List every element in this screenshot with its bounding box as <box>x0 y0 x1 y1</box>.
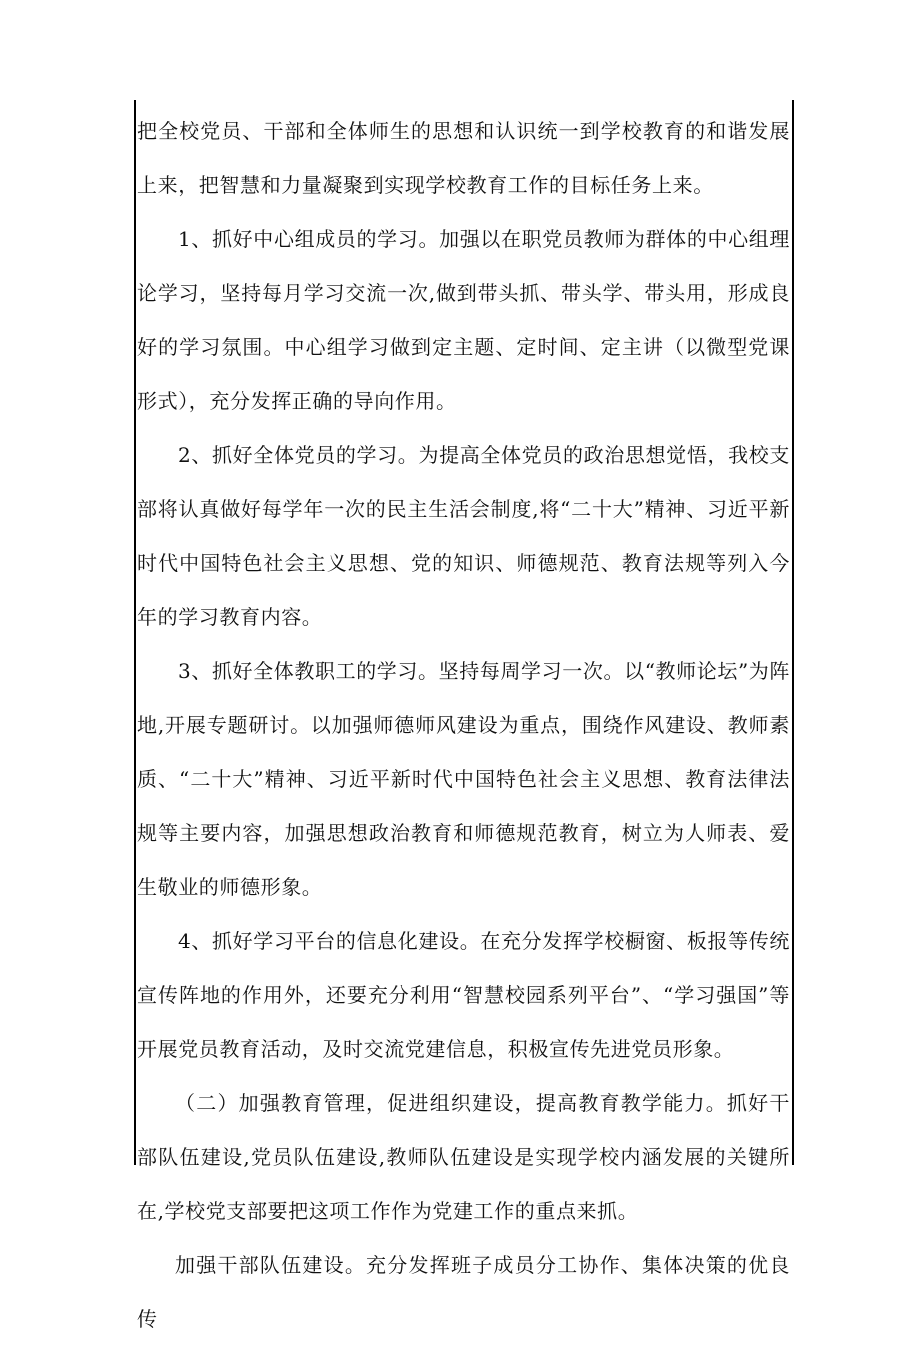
paragraph-intro-continuation: 把全校党员、干部和全体师生的思想和认识统一到学校教育的和谐发展上来，把智慧和力量凝聚到实现学校教育工作的目标任务上来。 <box>137 119 790 197</box>
table-border-right <box>792 100 794 1165</box>
paragraph-party-member-study: 2、抓好全体党员的学习。为提高全体党员的政治思想觉悟，我校支部将认真做好每学年一次的民主生活会制度,将“二十大”精神、习近平新时代中国特色社会主义思想、党的知识、师德规范、教育法规等列入今年的学习教育内容。 <box>137 443 790 629</box>
paragraph-cadre-team-building: 加强干部队伍建设。充分发挥班子成员分工协作、集体决策的优良传 <box>137 1253 790 1331</box>
paragraph-section-two-heading: （二）加强教育管理，促进组织建设，提高教育教学能力。抓好干部队伍建设,党员队伍建设,教师队伍建设是实现学校内涵发展的关键所在,学校党支部要把这项工作作为党建工作的重点来抓。 <box>137 1091 790 1223</box>
paragraph-platform-informatization: 4、抓好学习平台的信息化建设。在充分发挥学校橱窗、板报等传统宣传阵地的作用外，还要充分利用“智慧校园系列平台”、“学习强国”等开展党员教育活动，及时交流党建信息，积极宣传先进党员形象。 <box>137 929 790 1061</box>
table-border-left <box>134 100 136 1165</box>
paragraph-central-group-study: 1、抓好中心组成员的学习。加强以在职党员教师为群体的中心组理论学习，坚持每月学习交流一次,做到带头抓、带头学、带头用，形成良好的学习氛围。中心组学习做到定主题、定时间、定主讲（以微型党课形式），充分发挥正确的导向作用。 <box>137 227 790 413</box>
document-body <box>137 104 790 1346</box>
paragraph-staff-study: 3、抓好全体教职工的学习。坚持每周学习一次。以“教师论坛”为阵地,开展专题研讨。以加强师德师风建设为重点，围绕作风建设、教师素质、“二十大”精神、习近平新时代中国特色社会主义思想、教育法律法规等主要内容，加强思想政治教育和师德规范教育，树立为人师表、爱生敬业的师德形象。 <box>137 659 790 899</box>
